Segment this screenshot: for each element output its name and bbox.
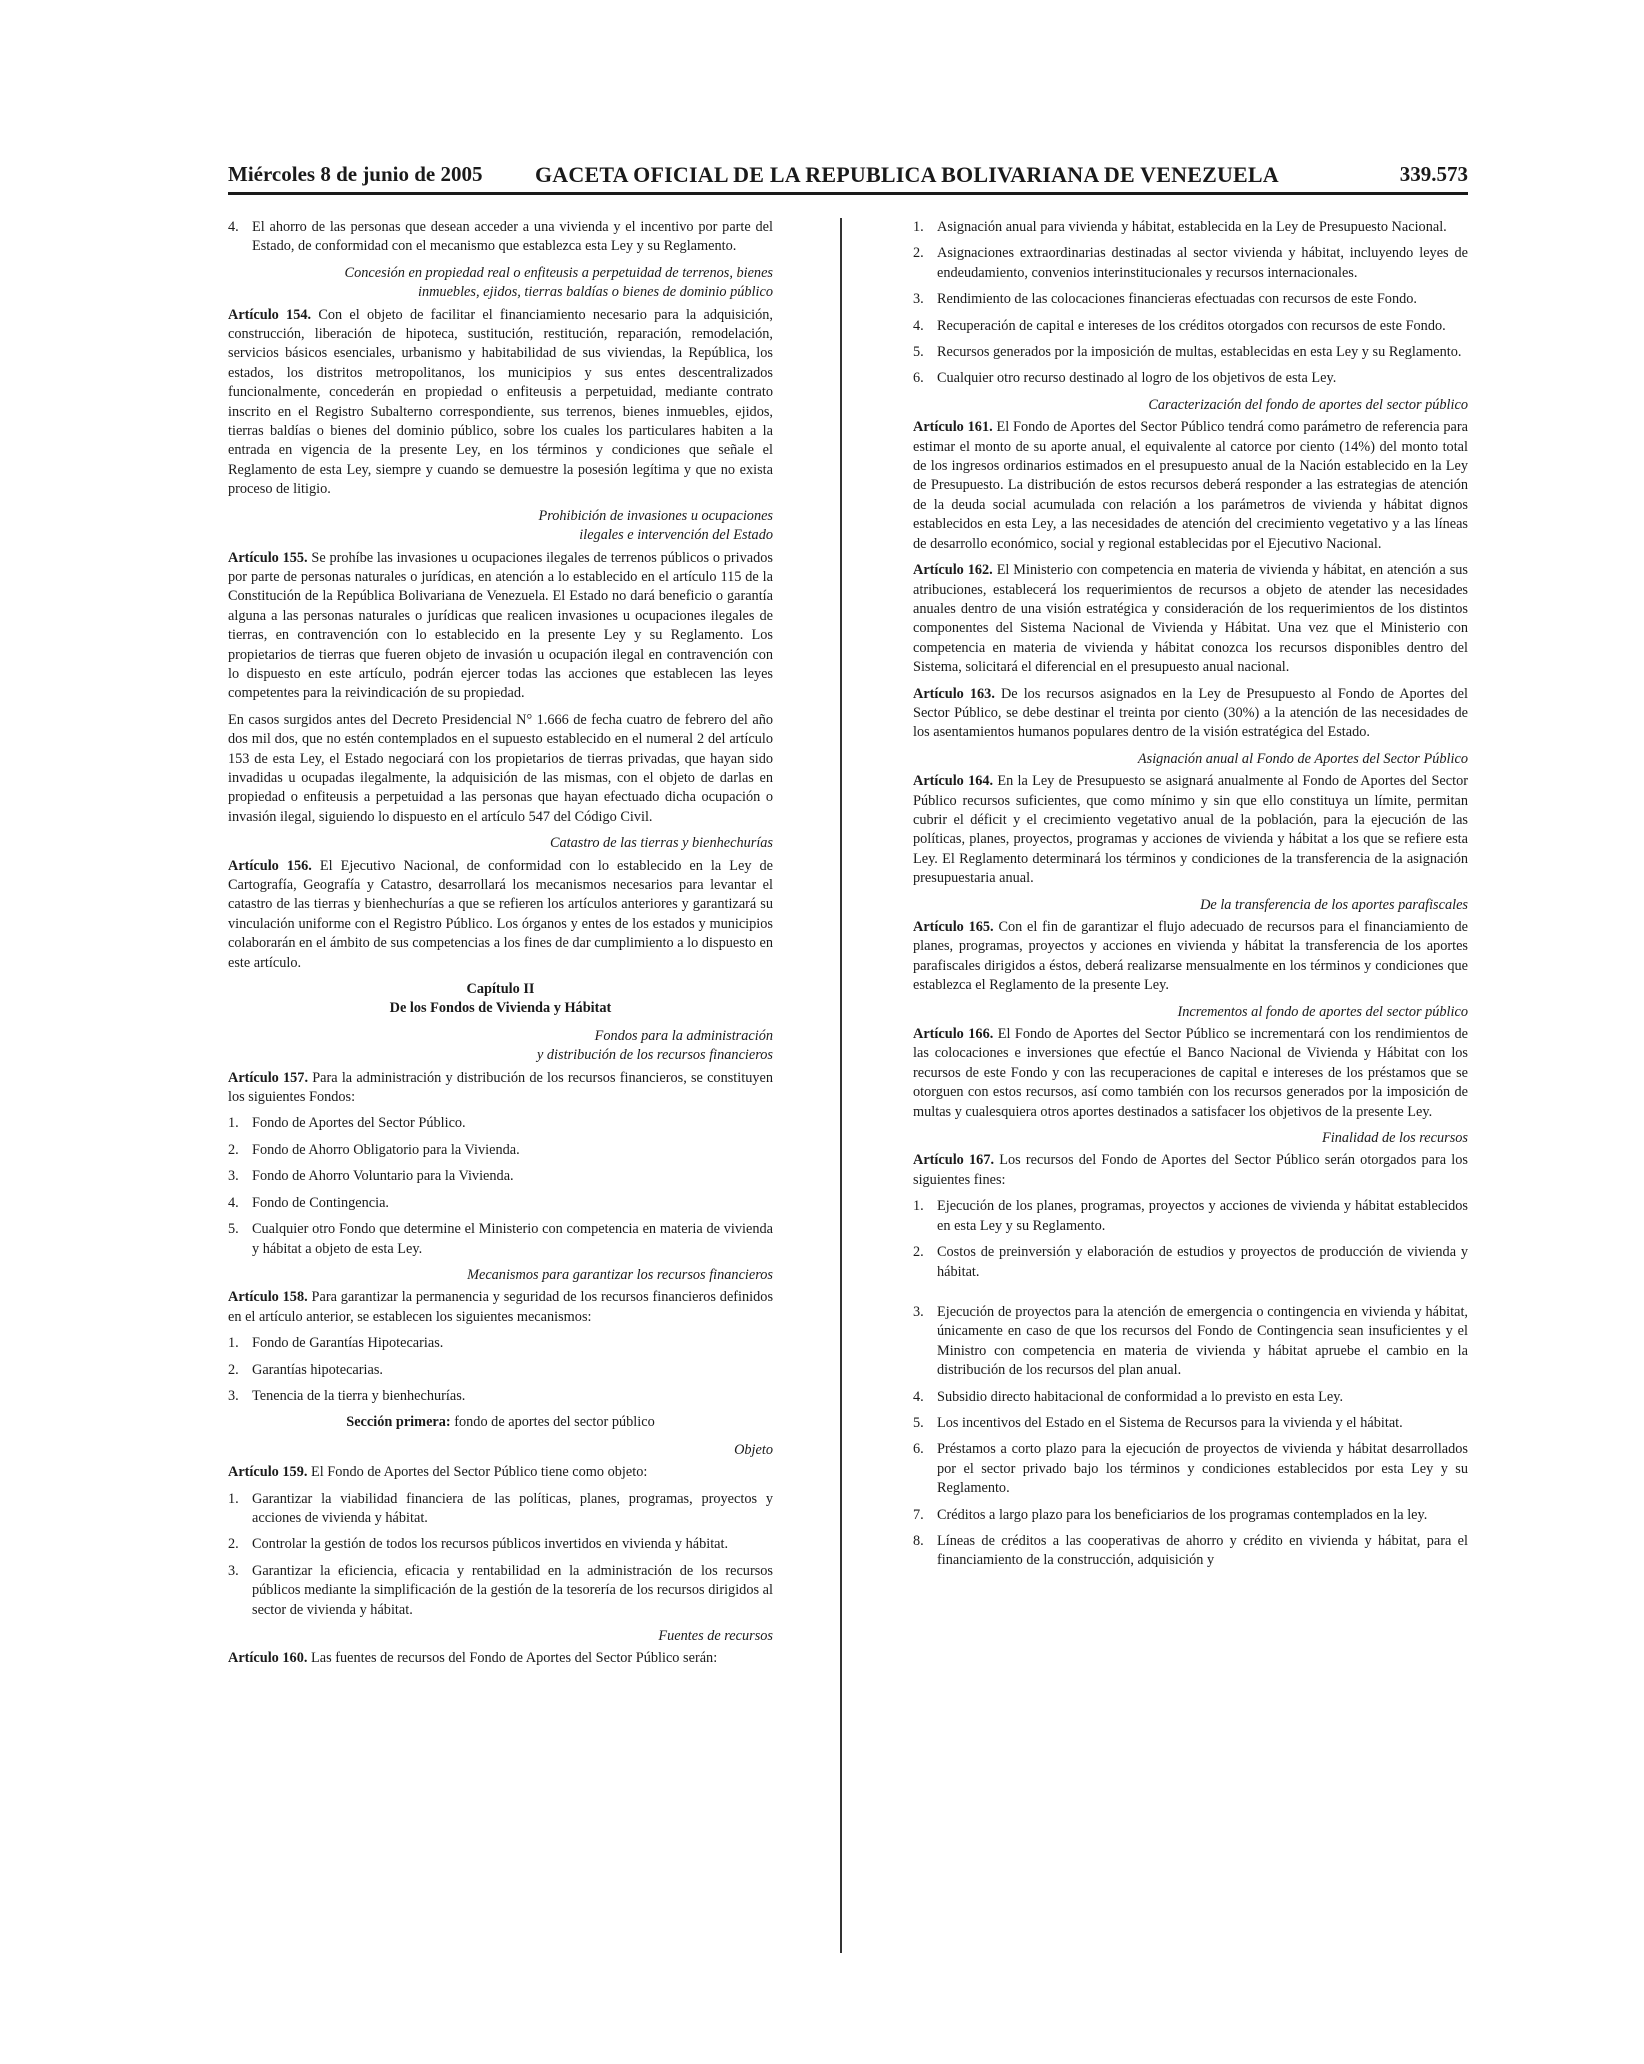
article-155-paragraph-2: En casos surgidos antes del Decreto Presidencial N° 1.666 de fecha cuatro de febrero del año dos mil dos, que no estén contemplados en el supuesto establecido en el numeral 2 del artículo 153 de esta Ley, el Estado negociará con los propietarios de tierras privadas, que hayan sido invadidas u ocupadas ilegalmente, la adquisición de las mismas, con el objeto de darlas en propiedad o enfiteusis a perpetuidad a las personas que hayan efectuado dicha ocupación o invasión ilegal, siguiendo lo dispuesto en el artículo 547 del Código Civil. — [228, 711, 773, 825]
article-label: Artículo 154. — [228, 306, 312, 323]
section-heading: Sección primera: fondo de aportes del sector público — [346, 1414, 655, 1431]
header-date: Miércoles 8 de junio de 2005 — [228, 162, 483, 186]
article-label: Artículo 156. — [228, 857, 312, 874]
subtitle-164: Asignación anual al Fondo de Aportes del Sector Público — [1137, 750, 1468, 767]
list-item: 3. Fondo de Ahorro Voluntario para la Vivienda. — [228, 1168, 514, 1185]
article-label: Artículo 160. — [228, 1650, 308, 1667]
list-item: 3. Rendimiento de las colocaciones financieras efectuadas con recursos de este Fondo. — [913, 291, 1417, 308]
article-label: Artículo 163. — [913, 685, 995, 702]
list-item: 2. Controlar la gestión de todos los recursos públicos invertidos en vivienda y hábitat. — [228, 1536, 729, 1553]
article-167: Artículo 167. Los recursos del Fondo de Aportes del Sector Público serán otorgados para los siguientes fines: — [913, 1152, 1468, 1188]
article-163: Artículo 163. De los recursos asignados en la Ley de Presupuesto al Fondo de Aportes del Sector Público, se debe destinar el treinta por ciento (30%) a la atención de las necesidades de los asentamientos humanos populares dentro de la visión estratégica del Estado. — [913, 685, 1468, 741]
subtitle-156: Catastro de las tierras y bienhechurías — [549, 835, 773, 852]
article-157: Artículo 157. Para la administración y distribución de los recursos financieros, se constituyen los siguientes Fondos: — [228, 1069, 773, 1106]
list-item: 1. Ejecución de los planes, programas, proyectos y acciones de vivienda y hábitat establecidos en esta Ley y su Reglamento. — [913, 1198, 1468, 1234]
article-label: Artículo 161. — [913, 419, 993, 436]
subtitle-154: Concesión en propiedad real o enfiteusis a perpetuidad de terrenos, bienes inmuebles, ejidos, tierras baldías o bienes de dominio público — [344, 264, 773, 301]
column-divider — [840, 218, 842, 1953]
list-item: 1. Fondo de Garantías Hipotecarias. — [228, 1335, 444, 1352]
article-label: Artículo 166. — [913, 1026, 994, 1043]
article-label: Artículo 165. — [913, 919, 994, 935]
list-item: 1. Garantizar la viabilidad financiera de las políticas, planes, programas, proyectos y acciones de vivienda y hábitat. — [228, 1490, 773, 1526]
list-item: 5. Cualquier otro Fondo que determine el Ministerio con competencia en materia de vivienda y hábitat a objeto de esta Ley. — [228, 1221, 773, 1257]
subtitle-167: Finalidad de los recursos — [1321, 1130, 1468, 1147]
article-label: Artículo 162. — [913, 562, 993, 579]
page-header — [228, 162, 1468, 192]
article-164: Artículo 164. En la Ley de Presupuesto se asignará anualmente al Fondo de Aportes del Sector Público recursos suficientes, que como mínimo y sin que ello constituya un límite, permitan cubrir el déficit y el crecimiento vegetativo anual de la población, para la ejecución de las políticas, planes, proyectos, programas y acciones de vivienda y hábitat a los que se refiere esta Ley. El Reglamento determinará los términos y condiciones de la transferencia de la asignación presupuestaria anual. — [913, 773, 1468, 887]
article-label: Artículo 157. — [228, 1069, 309, 1086]
subtitle-155: Prohibición de invasiones u ocupaciones ilegales e intervención del Estado — [538, 507, 773, 544]
article-160: Artículo 160. Las fuentes de recursos del Fondo de Aportes del Sector Público serán: — [228, 1650, 718, 1667]
article-165: Artículo 165. Con el fin de garantizar el flujo adecuado de recursos para el financiamiento de planes, programas, proyectos y acciones en vivienda y hábitat la transferencia de los aportes parafiscales dirigidos a éstos, deberá realizarse mensualmente en los términos y condiciones que establezca el Reglamento de la presente Ley. — [913, 919, 1468, 994]
header-title: GACETA OFICIAL DE LA REPUBLICA BOLIVARIANA DE VENEZUELA — [535, 162, 1279, 187]
article-155: Artículo 155. Se prohíbe las invasiones u ocupaciones ilegales de terrenos públicos o privados por parte de personas naturales o jurídicas, en atención a lo establecido en el artículo 115 de la Constitución de la República Bolivariana de Venezuela. El Estado no dará beneficio o garantía alguna a las personas naturales o jurídicas que realicen invasiones u ocupaciones ilegales de tierras, en contravención con lo establecido en la presente Ley y su Reglamento. Los propietarios de tierras que fueren objeto de invasión u ocupación ilegal en contravención con lo dispuesto en este artículo, podrán ejercer todas las acciones que establecen las leyes competentes para la reivindicación de su propiedad. — [228, 549, 773, 702]
list-item: 6. Cualquier otro recurso destinado al logro de los objetivos de esta Ley. — [913, 370, 1337, 387]
list-item: 6. Préstamos a corto plazo para la ejecución de proyectos de vivienda y hábitat desarrollados por el sector privado bajo los términos y condiciones establecidos por esta Ley y su Reglamento. — [913, 1441, 1468, 1497]
list-item: 8. Líneas de créditos a las cooperativas de ahorro y crédito en vivienda y hábitat, para el financiamiento de la construcción, adquisición y — [913, 1532, 1468, 1569]
list-item: 4. Subsidio directo habitacional de conformidad a lo previsto en esta Ley. — [913, 1388, 1344, 1405]
header-rule — [228, 192, 1468, 195]
list-item: 3. Tenencia de la tierra y bienhechurías. — [228, 1387, 466, 1404]
chapter-heading: Capítulo II De los Fondos de Vivienda y Hábitat — [389, 981, 612, 1017]
list-160 — [913, 218, 1468, 389]
list-fragment — [228, 218, 773, 257]
list-item: 4. El ahorro de las personas que desean acceder a una vivienda y el incentivo por parte del Estado, de conformidad con el mecanismo que establezca esta Ley y su Reglamento. — [228, 219, 773, 255]
list-167-continued — [913, 1303, 1468, 1571]
list-item: 5. Recursos generados por la imposición de multas, establecidas en esta Ley y su Reglamento. — [913, 344, 1462, 361]
article-166: Artículo 166. El Fondo de Aportes del Sector Público se incrementará con los rendimientos de las colocaciones e inversiones que efectúe el Banco Nacional de Vivienda y Hábitat con los recursos de este Fondo y con las recuperaciones de capital e intereses de los préstamos que se otorguen con estos recursos, así como también con los recursos generados por la imposición de multas y cualesquiera otros aportes destinados a satisfacer los objetivos de la presente Ley. — [913, 1026, 1468, 1120]
article-label: Artículo 164. — [913, 773, 994, 790]
subtitle-165: De la transferencia de los aportes parafiscales — [1200, 896, 1468, 913]
subtitle-157: Fondos para la administración y distribución de los recursos financieros — [536, 1027, 773, 1064]
article-label: Artículo 167. — [913, 1152, 995, 1169]
list-157 — [228, 1114, 773, 1258]
list-item: 4. Recuperación de capital e intereses de los créditos otorgados con recursos de este Fondo. — [913, 317, 1446, 334]
subtitle-159: Objeto — [734, 1441, 773, 1458]
list-item: 5. Los incentivos del Estado en el Sistema de Recursos para la vivienda y el hábitat. — [913, 1414, 1403, 1431]
list-item: 2. Fondo de Ahorro Obligatorio para la Vivienda. — [228, 1141, 520, 1158]
list-item: 2. Costos de preinversión y elaboración de estudios y proyectos de producción de vivienda y hábitat. — [913, 1244, 1468, 1280]
article-label: Artículo 159. — [228, 1464, 308, 1481]
article-label: Artículo 155. — [228, 549, 308, 566]
list-item: 7. Créditos a largo plazo para los beneficiarios de los programas contemplados en la ley. — [913, 1506, 1428, 1523]
list-158 — [228, 1334, 773, 1406]
list-gap — [913, 1289, 1468, 1303]
article-156: Artículo 156. El Ejecutivo Nacional, de conformidad con lo establecido en la Ley de Cartografía, Geografía y Catastro, desarrollará los mecanismos necesarios para levantar el catastro de las tierras y bienhechurías a que se refieren los artículos anteriores y garantizará su vinculación uniforme con el Registro Público. Los órganos y entes de los estados y municipios colaborarán en el ámbito de sus competencias a los fines de dar cumplimiento a lo dispuesto en este artículo. — [228, 857, 773, 971]
list-item: 1. Fondo de Aportes del Sector Público. — [228, 1115, 466, 1132]
list-item: 2. Garantías hipotecarias. — [228, 1361, 383, 1378]
list-159 — [228, 1490, 773, 1620]
article-162: Artículo 162. El Ministerio con competencia en materia de vivienda y hábitat, en atención a sus atribuciones, establecerá los requerimientos de recursos a objeto de atender las necesidades anuales dentro de una visión estratégica y consideración de los requerimientos de los distintos componentes del Sistema Nacional de Vivienda y Hábitat. Una vez que el Ministerio con competencia en materia de vivienda y hábitat conozca los recursos disponibles dentro del Sistema, solicitará el diferencial en el presupuesto anual nacional. — [913, 562, 1468, 676]
subtitle-158: Mecanismos para garantizar los recursos financieros — [467, 1266, 773, 1283]
left-column — [228, 218, 773, 1676]
subtitle-160: Fuentes de recursos — [658, 1628, 773, 1644]
right-column — [913, 218, 1468, 1578]
subtitle-161: Caracterización del fondo de aportes del sector público — [1148, 396, 1468, 413]
header-page-number: 339.573 — [1399, 162, 1468, 186]
list-item: 3. Garantizar la eficiencia, eficacia y rentabilidad en la administración de los recursos públicos mediante la simplificación de la gestión de la tesorería de los recursos dirigidos al sector de vivienda y hábitat. — [228, 1562, 773, 1618]
article-159: Artículo 159. El Fondo de Aportes del Sector Público tiene como objeto: — [228, 1464, 648, 1481]
article-161: Artículo 161. El Fondo de Aportes del Sector Público tendrá como parámetro de referencia para estimar el monto de su aporte anual, el equivalente al catorce por ciento (14%) del monto total de los ingresos ordinarios estimados en el presupuesto anual de la Nación establecido en la Ley de Presupuesto. La distribución de estos recursos deberá responder a las estrategias de atención de la deuda social acumulada con relación a los parámetros de vivienda y hábitat dignos establecidos en esta Ley, a las necesidades de atención del crecimiento vegetativo y a las líneas de desarrollo económico, social y regional establecidas por el Ejecutivo Nacional. — [913, 419, 1468, 552]
list-167 — [913, 1197, 1468, 1282]
list-item: 4. Fondo de Contingencia. — [228, 1194, 389, 1211]
article-158: Artículo 158. Para garantizar la permanencia y seguridad de los recursos financieros definidos en el artículo anterior, se establecen los siguientes mecanismos: — [228, 1289, 774, 1325]
article-label: Artículo 158. — [228, 1289, 308, 1306]
list-item: 1. Asignación anual para vivienda y hábitat, establecida en la Ley de Presupuesto Nacional. — [913, 219, 1447, 235]
list-item: 3. Ejecución de proyectos para la atención de emergencia o contingencia en vivienda y hábitat, únicamente en caso de que los recursos del Fondo de Contingencia sean insuficientes y el Ministro con competencia en materia de vivienda y hábitat apruebe el cambio en la distribución de los recursos del plan anual. — [913, 1303, 1468, 1379]
article-154: Artículo 154. Con el objeto de facilitar el financiamiento necesario para la adquisición, construcción, liberación de hipoteca, sustitución, restitución, reparación, remodelación, servicios básicos esenciales, urbanismo y habitabilidad de sus viviendas, la República, los estados, los distritos metropolitanos, los municipios y sus entes descentralizados funcionalmente, concederán en propiedad o enfiteusis a perpetuidad, mediante contrato inscrito en el Registro Subalterno correspondiente, sus terrenos, bienes inmuebles, ejidos, tierras baldías o bienes del dominio público, sobre los cuales los particulares habiten a la entrada en vigencia de la presente Ley, en los términos y condiciones que señale el Reglamento de esta Ley, siempre y cuando se demuestre la posesión legítima y que no exista proceso de litigio. — [228, 306, 774, 498]
subtitle-166: Incrementos al fondo de aportes del sector público — [1177, 1003, 1468, 1020]
list-item: 2. Asignaciones extraordinarias destinadas al sector vivienda y hábitat, incluyendo leyes de endeudamiento, convenios interinstitucionales y recursos internacionales. — [913, 245, 1468, 281]
